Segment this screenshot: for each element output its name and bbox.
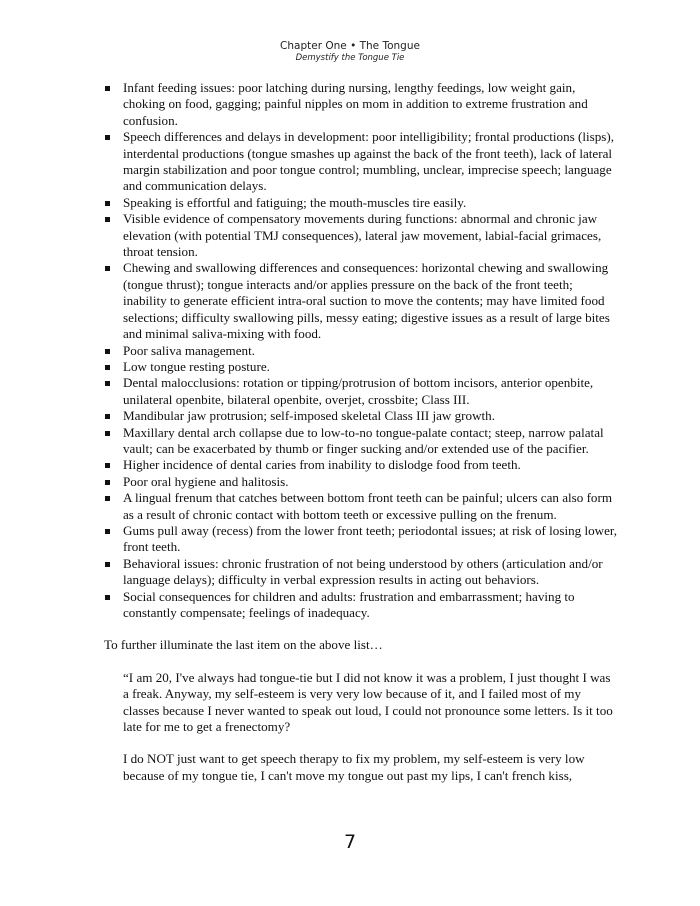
- list-item: [104, 523, 618, 556]
- page-number: 7: [343, 831, 357, 853]
- quote-paragraph: I do NOT just want to get speech therapy to fix my problem, my self-esteem is very low because of my tongue tie, I can't move my tongue out past my lips, I can't french kiss,: [123, 751, 585, 783]
- list-item: [104, 260, 618, 342]
- list-item: [104, 375, 618, 408]
- list-item-text: Social consequences for children and adults: frustration and embarrassment; having to constantly compensate; feelings of inadequacy.: [123, 588, 575, 620]
- list-item-text: Infant feeding issues: poor latching during nursing, lengthy feedings, low weight gain, choking on food, gagging; painful nipples on mom in addition to extreme frustration and confusion.: [123, 80, 588, 128]
- list-item: [104, 425, 618, 458]
- list-item: [104, 457, 618, 473]
- list-item-text: Speaking is effortful and fatiguing; the mouth-muscles tire easily.: [123, 194, 467, 210]
- bullet-square-icon: [105, 365, 110, 370]
- list-item-text: Poor oral hygiene and halitosis.: [123, 473, 289, 489]
- bullet-square-icon: [105, 480, 110, 485]
- symptom-list: [104, 80, 618, 621]
- bullet-square-icon: [105, 381, 110, 386]
- bullet-square-icon: [105, 414, 110, 419]
- list-item: [104, 589, 618, 622]
- list-item: [104, 359, 618, 375]
- list-item: [104, 343, 618, 359]
- list-item: [104, 408, 618, 424]
- list-item: [104, 556, 618, 589]
- bullet-square-icon: [105, 135, 110, 140]
- list-item-text: Maxillary dental arch collapse due to low-to-no tongue-palate contact; steep, narrow palatal vault; can be exacerbated by thumb or finger sucking and/or extended use of the pacifier.: [123, 424, 604, 456]
- page-body: [104, 80, 618, 784]
- bullet-square-icon: [105, 349, 110, 354]
- bullet-square-icon: [105, 496, 110, 501]
- list-item: [104, 211, 618, 260]
- bullet-square-icon: [105, 201, 110, 206]
- intro-paragraph: To further illuminate the last item on the above list…: [104, 637, 383, 653]
- bullet-square-icon: [105, 463, 110, 468]
- list-item-text: Speech differences and delays in development: poor intelligibility; frontal productions (lisps), interdental productions (tongue smashes up against the back of the front teeth), lack of lateral margin stabilization and poor tongue control; mumbling, unclear, imprecise speech; language and communication delays.: [123, 129, 615, 194]
- bullet-square-icon: [105, 266, 110, 271]
- bullet-square-icon: [105, 217, 110, 222]
- bullet-square-icon: [105, 431, 110, 436]
- list-item-text: Poor saliva management.: [123, 342, 255, 358]
- bullet-square-icon: [105, 562, 110, 567]
- list-item: [104, 195, 618, 211]
- running-header: [0, 40, 700, 64]
- chapter-title: Chapter One • The Tongue: [280, 40, 420, 52]
- list-item-text: Higher incidence of dental caries from inability to dislodge food from teeth.: [123, 457, 521, 473]
- list-item-text: Behavioral issues: chronic frustration of not being understood by others (articulation and/or language delays); difficulty in verbal expression results in acting out behaviors.: [123, 555, 603, 588]
- book-subtitle: Demystify the Tongue Tie: [295, 53, 405, 63]
- list-item-text: Mandibular jaw protrusion; self-imposed skeletal Class III jaw growth.: [123, 408, 496, 424]
- quote-paragraph: “I am 20, I've always had tongue-tie but I did not know it was a problem, I just thought I was a freak. Anyway, my self-esteem is very very low because of it, and I failed most of my classes because I never wanted to speak out loud, I could not pronounce some letters. Is it too late for me to get a frenectomy?: [123, 669, 613, 735]
- list-item: [104, 129, 618, 195]
- bullet-square-icon: [105, 86, 110, 91]
- list-item: [104, 80, 618, 129]
- list-item-text: Dental malocclusions: rotation or tipping/protrusion of bottom incisors, anterior openbite, unilateral openbite, bilateral openbite, overjet, crossbite; Class III.: [123, 375, 594, 407]
- bullet-square-icon: [105, 529, 110, 534]
- block-quote: [123, 670, 618, 784]
- list-item-text: A lingual frenum that catches between bottom front teeth can be painful; ulcers can also form as a result of chronic contact with bottom teeth or excessive pulling on the frenum.: [123, 490, 613, 522]
- list-item: [104, 474, 618, 490]
- list-item: [104, 490, 618, 523]
- bullet-square-icon: [105, 595, 110, 600]
- list-item-text: Visible evidence of compensatory movements during functions: abnormal and chronic jaw elevation (with potential TMJ consequences), lateral jaw movement, labial-facial grimaces, throat tension.: [123, 211, 602, 260]
- list-item-text: Chewing and swallowing differences and consequences: horizontal chewing and swallowing (tongue thrust); tongue interacts and/or applies pressure on the back of the front teeth; inability to generate efficient intra-oral suction to move the contents; may have limited food selections; difficulty swallowing pills, messy eating; digestive issues as a result of large bites and minimal saliva-mixing with food.: [123, 260, 610, 342]
- list-item-text: Low tongue resting posture.: [123, 358, 270, 374]
- list-item-text: Gums pull away (recess) from the lower front teeth; periodontal issues; at risk of losing lower, front teeth.: [123, 522, 618, 555]
